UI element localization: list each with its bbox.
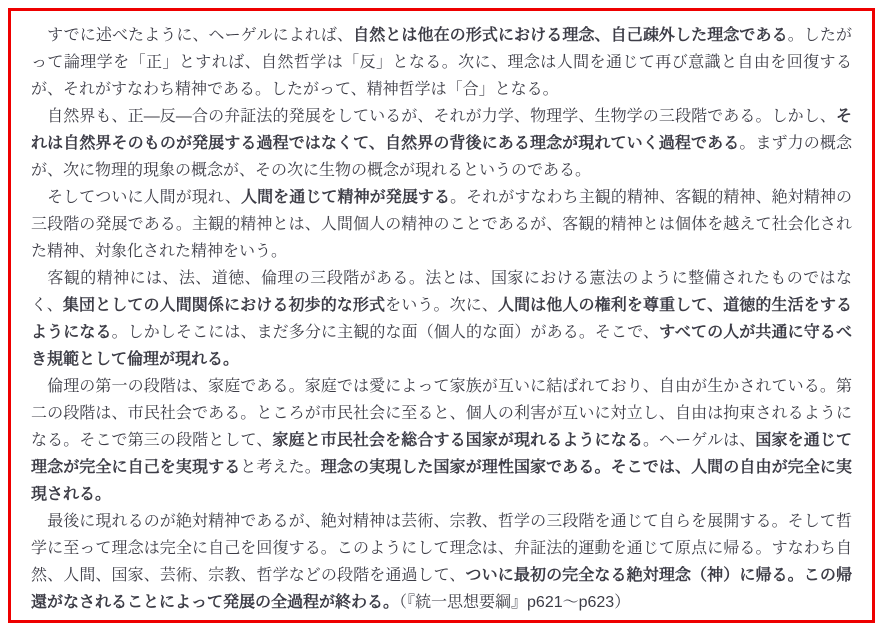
text-segment: 。それがすなわち主観的精神、客観的精神、絶対精神の三段階の発展である。主観的精神とは、人間個人の精神のことであるが、客観的精神とは個体を越えて社会化された精神、対象化された精神をいう。 bbox=[31, 189, 852, 260]
paragraph bbox=[31, 265, 852, 373]
paragraph bbox=[31, 184, 852, 265]
text-segment-bold: 集団としての人間関係における初歩的な形式 bbox=[62, 297, 386, 314]
text-segment: すでに述べたように、ヘーゲルによれば、 bbox=[31, 27, 354, 44]
text-segment: 。したがって論理学を「正」とすれば、自然哲学は「反」となる。次に、理念は人間を通じて再び意識と自由を回復するが、それがすなわち精神である。したがって、精神哲学は「合」となる。 bbox=[31, 27, 852, 98]
document-content bbox=[31, 22, 852, 616]
paragraph bbox=[31, 508, 852, 616]
red-border-frame bbox=[8, 8, 875, 623]
text-segment-bold: 人間は他人の権利を尊重して、道徳的生活をするようになる bbox=[31, 297, 852, 341]
text-segment-bold: 自然とは他在の形式における理念、自己疎外した理念である bbox=[353, 27, 788, 44]
text-segment: と考えた。 bbox=[240, 459, 321, 476]
text-segment-bold: 理念の実現した国家が理性国家である。そこでは、人間の自由が完全に実現される。 bbox=[31, 459, 852, 503]
paragraph bbox=[31, 373, 852, 508]
text-segment-bold: 人間を通じて精神が発展する bbox=[241, 189, 451, 206]
paragraph bbox=[31, 22, 852, 103]
text-segment: 倫理の第一の段階は、家庭である。家庭では愛によって家族が互いに結ばれており、自由が生かされている。第二の段階は、市民社会である。ところが市民社会に至ると、個人の利害が互いに対立し、自由は拘束されるようになる。そこで第三の段階として、 bbox=[31, 378, 852, 449]
text-segment-bold: すべての人が共通に守るべき規範として倫理が現れる。 bbox=[31, 324, 852, 368]
citation-text: （『統一思想要綱』p621～p623） bbox=[399, 594, 631, 611]
text-segment: 最後に現れるのが絶対精神であるが、絶対精神は芸術、宗教、哲学の三段階を通じて自らを展開する。そして哲学に至って理念は完全に自己を回復する。このようにして理念は、弁証法的運動を通じて原点に帰る。すなわち自然、人間、国家、芸術、宗教、哲学などの段階を通過して、 bbox=[31, 513, 852, 584]
paragraph bbox=[31, 103, 852, 184]
text-segment: 自然界も、正―反―合の弁証法的発展をしているが、それが力学、物理学、生物学の三段階である。しかし、 bbox=[31, 108, 836, 125]
text-segment: 。まず力の概念が、次に物理的現象の概念が、その次に生物の概念が現れるというのである。 bbox=[31, 135, 852, 179]
text-segment-bold: それは自然界そのものが発展する過程ではなくて、自然界の背後にある理念が現れていく過程である bbox=[31, 108, 852, 152]
text-segment: 客観的精神には、法、道徳、倫理の三段階がある。法とは、国家における憲法のように整備されたものではなく、 bbox=[31, 270, 852, 314]
text-segment-bold: 国家を通じて理念が完全に自己を実現する bbox=[31, 432, 852, 476]
text-segment: 。しかしそこには、まだ多分に主観的な面（個人的な面）がある。そこで、 bbox=[111, 324, 660, 341]
text-segment: をいう。次に、 bbox=[385, 297, 498, 314]
text-segment-bold: ついに最初の完全なる絶対理念（神）に帰る。この帰還がなされることによって発展の全過程が終わる。 bbox=[31, 567, 852, 611]
text-segment: 。ヘーゲルは、 bbox=[642, 432, 756, 449]
text-segment-bold: 家庭と市民社会を総合する国家が現れるようになる bbox=[272, 432, 643, 449]
text-segment: そしてついに人間が現れ、 bbox=[31, 189, 242, 206]
